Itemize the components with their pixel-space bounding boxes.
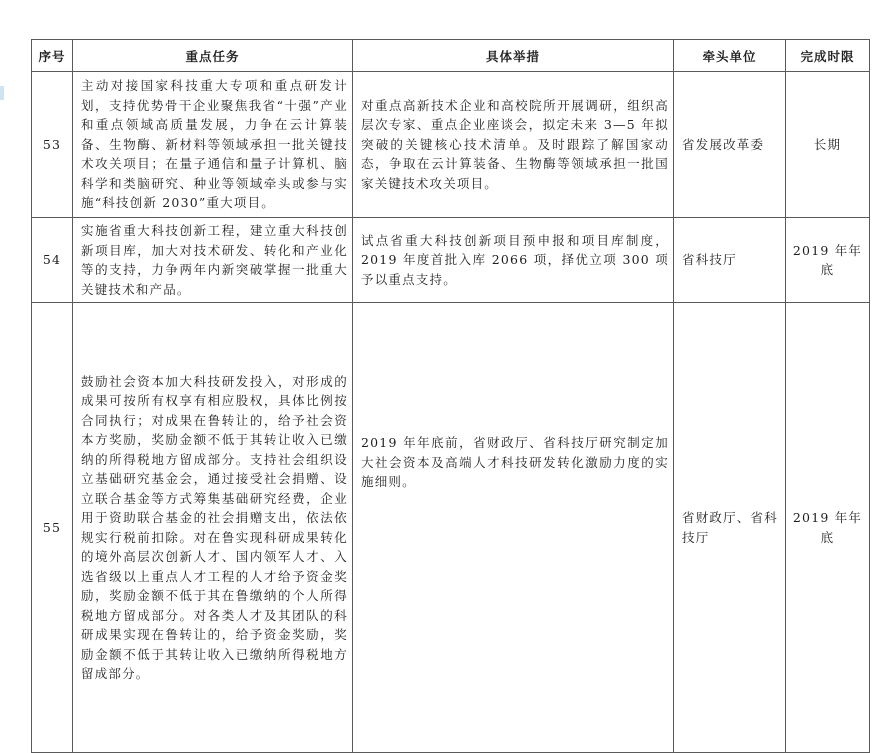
header-lead-unit: 牵头单位 [674, 40, 786, 72]
lead-unit-cell: 省发展改革委 [674, 72, 786, 218]
table-row [32, 72, 870, 218]
serial-no-cell: 53 [32, 72, 73, 218]
lead-unit-cell: 省科技厅 [674, 218, 786, 303]
measure-cell: 2019 年年底前，省财政厅、省科技厅研究制定加大社会资本及高端人才科技研发转化激励力度的实施细则。 [353, 303, 674, 753]
header-key-task: 重点任务 [73, 40, 353, 72]
lead-unit-cell: 省财政厅、省科技厅 [674, 303, 786, 753]
measure-cell: 对重点高新技术企业和高校院所开展调研，组织高层次专家、重点企业座谈会，拟定未来 3—5 年拟突破的关键核心技术清单。及时跟踪了解国家动态，争取在云计算装备、生物酶等领域承担一批国家关键技术攻关项目。 [353, 72, 674, 218]
serial-no-cell: 54 [32, 218, 73, 303]
page-edge-mark [0, 86, 4, 100]
key-task-cell: 主动对接国家科技重大专项和重点研发计划，支持优势骨干企业聚焦我省“十强”产业和重点领域高质量发展，力争在云计算装备、生物酶、新材料等领域承担一批关键技术攻关项目；在量子通信和量子计算机、脑科学和类脑研究、种业等领域牵头或参与实施“科技创新 2030”重大项目。 [73, 72, 353, 218]
header-deadline: 完成时限 [786, 40, 870, 72]
table-row [32, 218, 870, 303]
key-tasks-table [31, 39, 870, 753]
header-serial-no: 序号 [32, 40, 73, 72]
header-specific-measures: 具体举措 [353, 40, 674, 72]
table-header-row [32, 40, 870, 72]
key-task-cell: 实施省重大科技创新工程，建立重大科技创新项目库，加大对技术研发、转化和产业化等的支持，力争两年内新突破掌握一批重大关键技术和产品。 [73, 218, 353, 303]
deadline-cell: 2019 年年底 [786, 218, 870, 303]
serial-no-cell: 55 [32, 303, 73, 753]
deadline-cell: 2019 年年底 [786, 303, 870, 753]
deadline-cell: 长期 [786, 72, 870, 218]
table-row [32, 303, 870, 753]
measure-cell: 试点省重大科技创新项目预申报和项目库制度，2019 年度首批入库 2066 项，择优立项 300 项予以重点支持。 [353, 218, 674, 303]
key-task-cell: 鼓励社会资本加大科技研发投入，对形成的成果可按所有权享有相应股权，具体比例按合同执行；对成果在鲁转让的，给予社会资本方奖励，奖励金额不低于其转让收入已缴纳的所得税地方留成部分。支持社会组织设立基础研究基金会，通过接受社会捐赠、设立联合基金等方式筹集基础研究经费，企业用于资助联合基金的社会捐赠支出，依法依规实行税前扣除。对在鲁实现科研成果转化的境外高层次创新人才、国内领军人才、入选省级以上重点人才工程的人才给予资金奖励，奖励金额不低于其在鲁缴纳的个人所得税地方留成部分。对各类人才及其团队的科研成果实现在鲁转让的，给予资金奖励，奖励金额不低于其转让收入已缴纳所得税地方留成部分。 [73, 303, 353, 753]
